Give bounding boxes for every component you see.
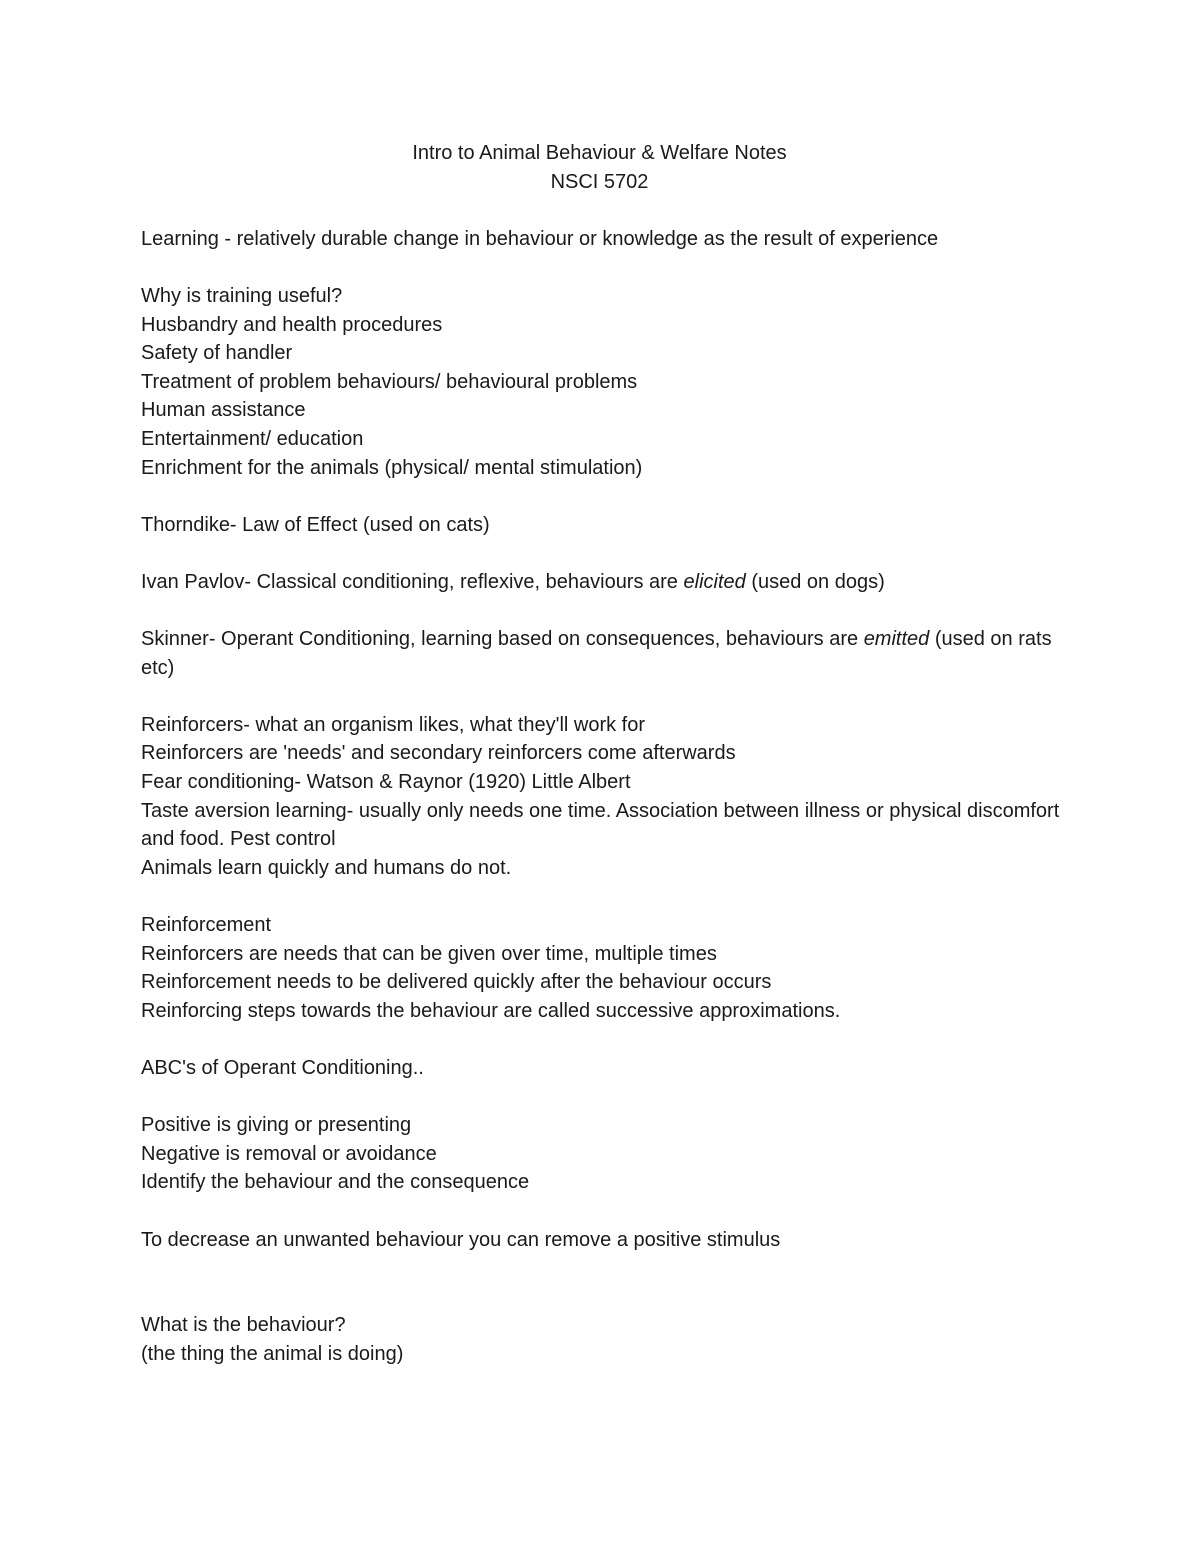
spacer [141,253,1061,282]
abc-heading: ABC's of Operant Conditioning.. [141,1057,424,1079]
reinforcement-section [141,911,1061,1025]
skinner-emphasis: emitted [863,628,930,651]
spacer [141,1254,1061,1311]
positive-negative-line: Identify the behaviour and the consequence [141,1171,530,1194]
pavlov-text: Ivan Pavlov- Classical conditioning, reflexive, behaviours are [141,570,684,593]
reinforcement-line: Reinforcement needs to be delivered quickly after the behaviour occurs [141,971,772,994]
training-section [141,282,1061,482]
learning-definition: Learning - relatively durable change in behaviour or knowledge as the result of experience [141,227,939,250]
training-item: Entertainment/ education [141,427,364,450]
reinforcers-line: Fear conditioning- Watson & Raynor (1920) Little Albert [141,771,631,794]
spacer [141,882,1061,911]
pavlov-text-end: (used on dogs) [745,570,885,593]
training-item: Human assistance [141,399,306,422]
skinner-text-end: (used on rats etc) [141,628,1058,679]
training-item: Enrichment for the animals (physical/ mental stimulation) [141,456,643,479]
reinforcement-line: Reinforcers are needs that can be given over time, multiple times [141,942,717,965]
positive-negative-line: Positive is giving or presenting [141,1114,412,1137]
skinner-note [141,625,1061,682]
reinforcers-line: Reinforcers are 'needs' and secondary reinforcers come afterwards [141,742,736,765]
reinforcement-heading: Reinforcement [141,914,272,937]
spacer [141,482,1061,511]
training-item: Husbandry and health procedures [141,313,443,336]
behaviour-question: What is the behaviour? [141,1314,346,1337]
document-body [141,139,1065,1369]
skinner-text: Skinner- Operant Conditioning, learning based on consequences, behaviours are [141,628,864,651]
spacer [141,1083,1061,1112]
spacer [141,196,1061,225]
course-code: NSCI 5702 [550,170,649,193]
spacer [141,682,1061,711]
behaviour-answer: (the thing the animal is doing) [141,1342,404,1365]
positive-negative-line: Negative is removal or avoidance [141,1142,437,1165]
spacer [141,1025,1061,1054]
pavlov-note [141,568,1061,597]
reinforcement-line: Reinforcing steps towards the behaviour are called successive approximations. [141,999,841,1022]
spacer [141,597,1061,626]
spacer [141,539,1061,568]
decrease-note: To decrease an unwanted behaviour you can remove a positive stimulus [141,1228,781,1251]
training-item: Safety of handler [141,342,293,365]
thorndike-note: Thorndike- Law of Effect (used on cats) [141,513,490,536]
pavlov-emphasis: elicited [683,570,746,593]
reinforcers-line: Taste aversion learning- usually only needs one time. Association between illness or physical discomfort and food. Pest control [141,799,1065,851]
reinforcers-line: Animals learn quickly and humans do not. [141,856,512,879]
document-header [141,139,1058,196]
training-question: Why is training useful? [141,284,343,307]
reinforcers-section [141,711,1065,883]
training-item: Treatment of problem behaviours/ behavioural problems [141,370,638,393]
spacer [141,1197,1061,1226]
reinforcers-line: Reinforcers- what an organism likes, what they'll work for [141,713,646,736]
document-title: Intro to Animal Behaviour & Welfare Notes [412,142,787,164]
positive-negative-section [141,1111,1061,1197]
